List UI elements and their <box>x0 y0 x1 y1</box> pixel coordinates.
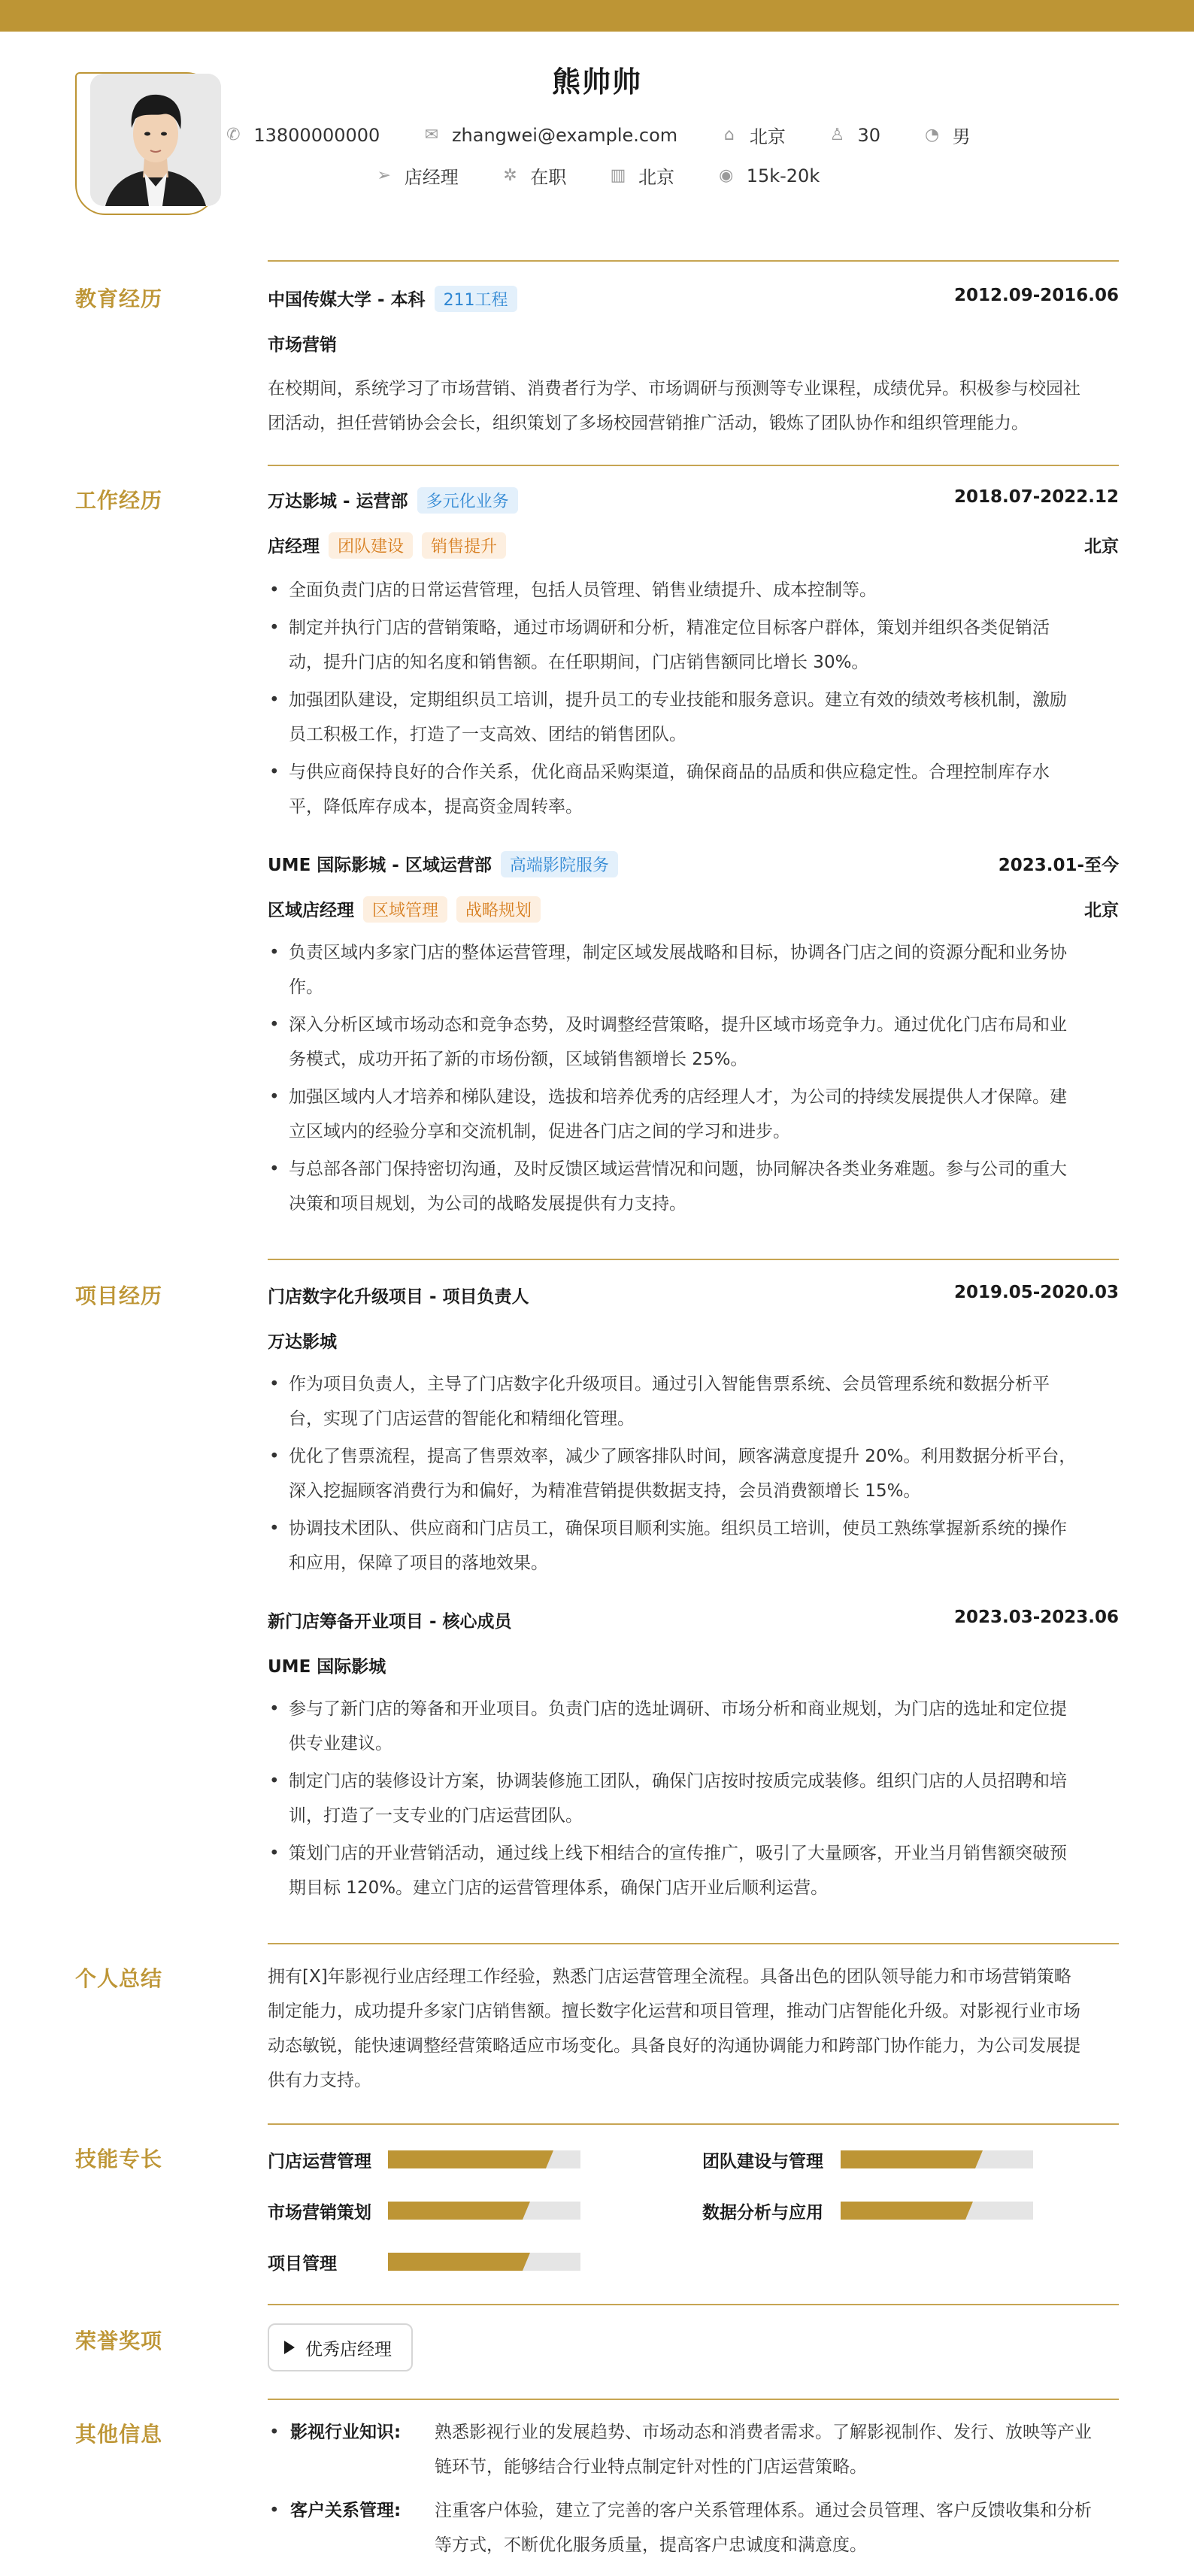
other-line: 等方式，不断优化服务质量，提高客户忠诚度和满意度。 <box>435 2535 867 2555</box>
work-1-tag: 多元化业务 <box>417 487 518 514</box>
section-title-other: 其他信息 <box>75 2422 163 2447</box>
contact-row <box>0 122 1194 148</box>
education-desc-line: 在校期间，系统学习了市场营销、消费者行为学、市场调研与预测等专业课程，成绩优异。积极参与校园社 <box>268 379 1080 399</box>
project-2-bullet <box>268 1692 1119 1761</box>
work-1-role: 店经理 <box>268 537 320 556</box>
salary: 15k-20k <box>746 165 820 186</box>
bullet-line: 员工积极工作，打造了一支高效、团结的销售团队。 <box>289 725 686 744</box>
money-icon: ◉ <box>719 166 734 185</box>
bullet-line: • 深入分析区域市场动态和竞争态势，及时调整经营策略，提升区域市场竞争力。通过优化门店布局和业 <box>289 1015 1067 1035</box>
work-2-dates: 2023.01-至今 <box>998 856 1119 875</box>
work-2-tag: 高端影院服务 <box>501 851 618 877</box>
work-1-bullet <box>268 683 1119 752</box>
work-2-role-row <box>268 896 1119 923</box>
bullet-line: • 策划门店的开业营销活动，通过线上线下相结合的宣传推广，吸引了大量顾客，开业当月销售额突破预 <box>289 1844 1067 1863</box>
section-title-summary: 个人总结 <box>75 1966 163 1991</box>
work-2-header <box>268 851 1119 877</box>
skill-bar <box>388 2202 580 2220</box>
education-major: 市场营销 <box>268 335 337 355</box>
work-2-bullet <box>268 1080 1119 1149</box>
divider <box>268 2123 1119 2125</box>
job-title: 店经理 <box>404 167 459 188</box>
divider <box>268 1943 1119 1944</box>
work-2-city: 北京 <box>1084 901 1119 920</box>
skill-bar <box>841 2150 1033 2168</box>
award-label: 优秀店经理 <box>305 2339 392 2359</box>
skill-label: 团队建设与管理 <box>702 2152 823 2171</box>
work-1-dates: 2018.07-2022.12 <box>953 487 1119 507</box>
age: 30 <box>857 124 880 146</box>
bullet-line: 期目标 120%。建立门店的运营管理体系，确保门店开业后顺利运营。 <box>289 1878 829 1898</box>
skill-label: 数据分析与应用 <box>702 2203 823 2223</box>
bullet-line: 决策和项目规划，为公司的战略发展提供有力支持。 <box>289 1194 686 1214</box>
work-2-role-tag: 区域管理 <box>363 896 447 923</box>
skill-fill <box>388 2202 523 2220</box>
bullet-line: 平，降低库存成本，提高资金周转率。 <box>289 797 583 817</box>
work-1-role-tag: 销售提升 <box>422 532 506 559</box>
project-2-org: UME 国际影城 <box>268 1657 386 1677</box>
work-1-header <box>268 487 1119 514</box>
project-2-title: 新门店筹备开业项目 - 核心成员 <box>268 1612 512 1632</box>
section-title-awards: 荣誉奖项 <box>75 2329 163 2353</box>
skill-bar <box>388 2150 580 2168</box>
mail-icon: ✉ <box>424 126 439 144</box>
education-desc-line: 团活动，担任营销协会会长，组织策划了多场校园营销推广活动，锻炼了团队协作和组织管理能力。 <box>268 414 1029 433</box>
top-accent-bar <box>0 0 1194 32</box>
summary-line: 拥有[X]年影视行业店经理工作经验，熟悉门店运营管理全流程。具备出色的团队领导能力和市场营销策略 <box>268 1967 1071 1987</box>
bullet-dot: • <box>269 2423 280 2442</box>
work-2-bullet <box>268 1152 1119 1221</box>
other-item <box>268 2493 1119 2562</box>
divider <box>268 260 1119 262</box>
bullet-line: 动，提升门店的知名度和销售额。在任职期间，门店销售额同比增长 30%。 <box>289 653 869 672</box>
project-1-dates: 2019.05-2020.03 <box>953 1283 1119 1302</box>
age-icon: ♙ <box>829 126 845 144</box>
work-1-company: 万达影城 - 运营部 <box>268 492 408 511</box>
work-2-bullet <box>268 1008 1119 1077</box>
work-1-role-row <box>268 532 1119 559</box>
skill-label: 市场营销策划 <box>268 2203 371 2223</box>
bullet-line: • 全面负责门店的日常运营管理，包括人员管理、销售业绩提升、成本控制等。 <box>289 580 877 600</box>
bullet-line: 作。 <box>289 977 323 997</box>
bullet-line: 深入挖掘顾客消费行为和偏好，为精准营销提供数据支持，会员消费额增长 15%。 <box>289 1481 921 1501</box>
city: 北京 <box>749 126 786 147</box>
work-1-city: 北京 <box>1084 537 1119 556</box>
bullet-line: • 与供应商保持良好的合作关系，优化商品采购渠道，确保商品的品质和供应稳定性。合理控制库存水 <box>289 762 1050 782</box>
job-status: 在职 <box>530 167 567 188</box>
project-2-dates: 2023.03-2023.06 <box>953 1608 1119 1627</box>
phone-icon: ✆ <box>226 126 241 144</box>
section-title-work: 工作经历 <box>75 488 163 513</box>
bullet-line: • 制定门店的装修设计方案，协调装修施工团队，确保门店按时按质完成装修。组织门店的人员招聘和培 <box>289 1771 1067 1791</box>
summary-text <box>268 1959 1119 2098</box>
project-2-bullet <box>268 1836 1119 1905</box>
skill-label: 项目管理 <box>268 2254 337 2274</box>
bullet-line: 立区域内的经验分享和交流机制，促进各门店之间的学习和进步。 <box>289 1122 790 1141</box>
bullet-line: • 与总部各部门保持密切沟通，及时反馈区域运营情况和问题，协同解决各类业务难题。参与公司的重大 <box>289 1159 1067 1179</box>
school-tag: 211工程 <box>435 286 517 312</box>
project-1-title: 门店数字化升级项目 - 项目负责人 <box>268 1287 529 1307</box>
other-text <box>435 2493 1111 2562</box>
status-icon: ✲ <box>503 166 517 185</box>
project-1-org: 万达影城 <box>268 1332 337 1352</box>
skill-bar <box>841 2202 1033 2220</box>
home-icon: ⌂ <box>723 126 735 144</box>
bullet-line: • 制定并执行门店的营销策略，通过市场调研和分析，精准定位目标客户群体，策划并组织各类促销活 <box>289 618 1050 638</box>
bullet-line: • 参与了新门店的筹备和开业项目。负责门店的选址调研、市场分析和商业规划，为门店的选址和定位提 <box>289 1699 1067 1719</box>
bullet-line: 务模式，成功开拓了新的市场份额，区域销售额增长 25%。 <box>289 1050 748 1069</box>
job-intent-row <box>0 162 1194 189</box>
section-title-education: 教育经历 <box>75 286 163 311</box>
project-1-bullet <box>268 1511 1119 1580</box>
gender: 男 <box>952 126 971 147</box>
other-line: 注重客户体验，建立了完善的客户关系管理体系。通过会员管理、客户反馈收集和分析 <box>435 2501 1092 2520</box>
bullet-line: 供专业建议。 <box>289 1734 392 1753</box>
summary-line: 供有力支持。 <box>268 2071 371 2090</box>
bullet-line: 训，打造了一支专业的门店运营团队。 <box>289 1806 583 1826</box>
send-icon: ➢ <box>377 166 391 185</box>
work-2-role: 区域店经理 <box>268 901 354 920</box>
skill-bar <box>388 2253 580 2271</box>
summary-line: 制定能力，成功提升多家门店销售额。擅长数字化运营和项目管理，推动门店智能化升级。对影视行业市场 <box>268 2002 1080 2021</box>
project-2-bullet <box>268 1764 1119 1833</box>
other-item <box>268 2415 1119 2484</box>
divider <box>268 2304 1119 2305</box>
other-label: 客户关系管理: <box>290 2501 402 2520</box>
project-2-header <box>268 1608 1119 1632</box>
bullet-line: • 加强团队建设，定期组织员工培训，提升员工的专业技能和服务意识。建立有效的绩效考核机制，激励 <box>289 690 1067 710</box>
section-title-projects: 项目经历 <box>75 1283 163 1308</box>
school-name: 中国传媒大学 - 本科 <box>268 290 426 310</box>
candidate-name: 熊帅帅 <box>551 65 642 98</box>
work-2-company: UME 国际影城 - 区域运营部 <box>268 856 492 875</box>
other-text <box>435 2415 1111 2484</box>
project-1-header <box>268 1283 1119 1308</box>
skill-label: 门店运营管理 <box>268 2152 371 2171</box>
bullet-line: • 作为项目负责人，主导了门店数字化升级项目。通过引入智能售票系统、会员管理系统和数据分析平 <box>289 1374 1050 1394</box>
skill-fill <box>841 2202 965 2220</box>
work-2-role-tag: 战略规划 <box>456 896 541 923</box>
skill-fill <box>388 2150 546 2168</box>
work-1-bullet <box>268 611 1119 680</box>
skill-fill <box>388 2253 523 2271</box>
bullet-dot: • <box>269 2501 280 2520</box>
building-icon: ▥ <box>610 166 626 185</box>
other-line: 熟悉影视行业的发展趋势、市场动态和消费者需求。了解影视制作、发行、放映等产业 <box>435 2423 1092 2442</box>
bullet-line: • 加强区域内人才培养和梯队建设，选拔和培养优秀的店经理人才，为公司的持续发展提供人才保障。建 <box>289 1087 1067 1107</box>
email: zhangwei@example.com <box>451 124 678 146</box>
project-1-bullet <box>268 1367 1119 1436</box>
bullet-line: • 优化了售票流程，提高了售票效率，减少了顾客排队时间，顾客满意度提升 20%。利用数据分析平台， <box>289 1447 1077 1466</box>
work-2-bullet <box>268 935 1119 1005</box>
bullet-line: 台，实现了门店运营的智能化和精细化管理。 <box>289 1409 635 1429</box>
bullet-line: • 协调技术团队、供应商和门店员工，确保项目顺利实施。组织员工培训，使员工熟练掌握新系统的操作 <box>289 1519 1067 1538</box>
skill-fill <box>841 2150 975 2168</box>
summary-line: 动态敏锐，能快速调整经营策略适应市场变化。具备良好的沟通协调能力和跨部门协作能力，为公司发展提 <box>268 2036 1080 2056</box>
work-1-bullet <box>268 755 1119 824</box>
project-1-bullet <box>268 1439 1119 1508</box>
other-line: 链环节，能够结合行业特点制定针对性的门店运营策略。 <box>435 2457 867 2477</box>
section-title-skills: 技能专长 <box>75 2147 163 2171</box>
education-dates: 2012.09-2016.06 <box>953 286 1119 305</box>
bullet-line: 和应用，保障了项目的落地效果。 <box>289 1553 548 1573</box>
gender-icon: ◔ <box>925 126 940 144</box>
divider <box>268 465 1119 466</box>
job-city: 北京 <box>638 167 675 188</box>
work-1-role-tag: 团队建设 <box>329 532 413 559</box>
work-1-bullet <box>268 573 1119 608</box>
education-desc <box>268 371 1119 441</box>
other-label: 影视行业知识: <box>290 2423 402 2442</box>
divider <box>268 2399 1119 2400</box>
play-icon <box>284 2341 295 2354</box>
bullet-line: • 负责区域内多家门店的整体运营管理，制定区域发展战略和目标，协调各门店之间的资源分配和业务协 <box>289 943 1067 962</box>
award-chip[interactable] <box>268 2323 413 2371</box>
education-header <box>268 286 1119 312</box>
phone: 13800000000 <box>253 124 380 146</box>
divider <box>268 1259 1119 1260</box>
